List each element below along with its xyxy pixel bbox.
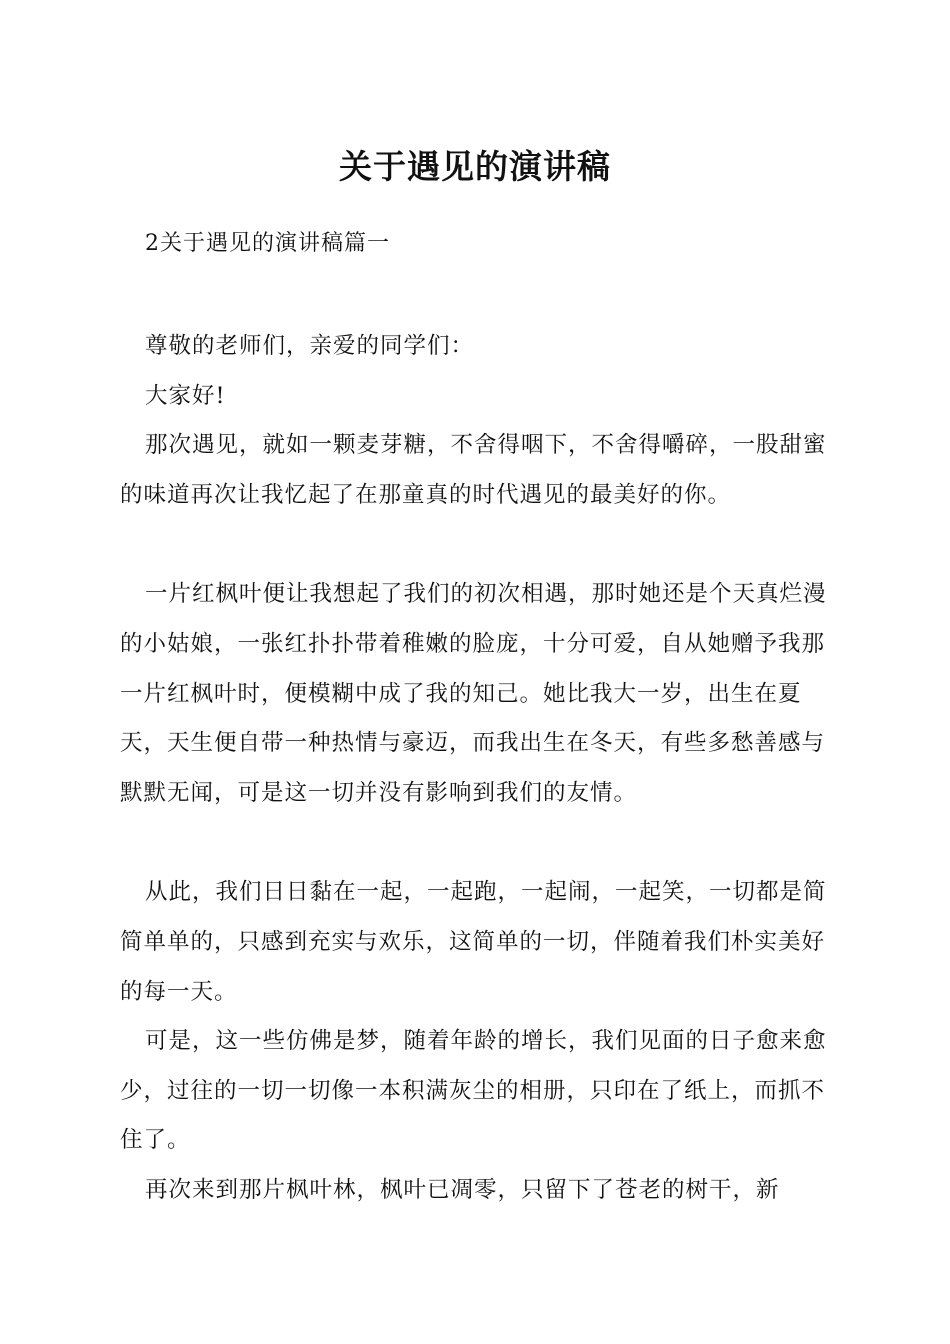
paragraph-2: 一片红枫叶便让我想起了我们的初次相遇，那时她还是个天真烂漫的小姑娘，一张红扑扑带着稚嫩的脸庞，十分可爱，自从她赠予我那一片红枫叶时，便模糊中成了我的知己。她比我大一岁，出生在夏天，天生便自带一种热情与豪迈，而我出生在冬天，有些多愁善感与默默无闻，可是这一切并没有影响到我们的友情。 xyxy=(120,581,827,806)
page-title: 关于遇见的演讲稿 xyxy=(339,147,611,186)
paragraph-gap xyxy=(120,520,845,570)
paragraph-gap xyxy=(120,818,845,868)
speech-body xyxy=(120,322,845,1216)
paragraph-greeting: 尊敬的老师们，亲爱的同学们： xyxy=(145,333,475,359)
paragraph-3: 从此，我们日日黏在一起，一起跑，一起闹，一起笑，一切都是简简单单的，只感到充实与欢乐，这简单的一切，伴随着我们朴实美好的每一天。 xyxy=(120,879,827,1005)
section-subtitle: 2关于遇见的演讲稿篇一 xyxy=(145,231,390,256)
paragraph-hello: 大家好! xyxy=(145,382,226,409)
paragraph-1: 那次遇见，就如一颗麦芽糖，不舍得咽下，不舍得嚼碎，一股甜蜜的味道再次让我忆起了在那童真的时代遇见的最美好的你。 xyxy=(120,432,827,508)
paragraph-5: 再次来到那片枫叶林，枫叶已凋零，只留下了苍老的树干，新 xyxy=(145,1176,780,1203)
paragraph-4: 可是，这一些仿佛是梦，随着年龄的增长，我们见面的日子愈来愈少，过往的一切一切像一本积满灰尘的相册，只印在了纸上，而抓不住了。 xyxy=(120,1028,827,1154)
